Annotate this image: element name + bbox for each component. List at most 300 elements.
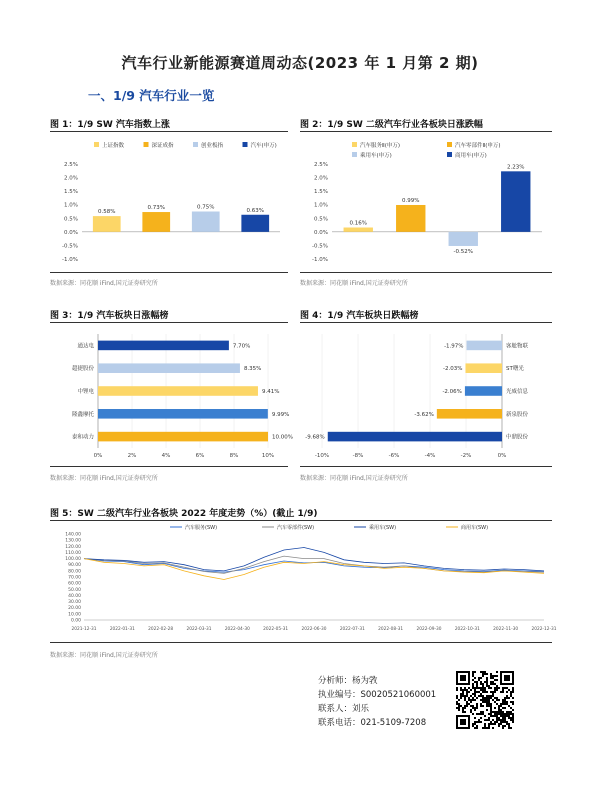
fig4-bar [328, 432, 502, 442]
qr-module [464, 697, 466, 699]
qr-module [474, 723, 476, 725]
fig5-xtick: 2022-01-31 [109, 627, 135, 632]
qr-module [512, 701, 514, 703]
fig3-xtick: 0% [93, 453, 103, 459]
qr-module [506, 711, 508, 713]
analyst-phone: 联系电话：021-5109-7208 [318, 718, 427, 728]
fig5-xtick: 2022-04-30 [224, 627, 250, 632]
qr-module [486, 697, 488, 699]
qr-module [462, 711, 464, 713]
fig1-data-label: 0.63% [246, 207, 264, 214]
qr-module [480, 677, 482, 679]
qr-module [496, 687, 498, 689]
qr-module [476, 687, 478, 689]
qr-module [498, 723, 500, 725]
qr-module [486, 699, 488, 701]
qr-module [506, 695, 508, 697]
qr-module [486, 673, 488, 675]
qr-module [494, 715, 496, 717]
fig1-legend-swatch [193, 142, 198, 147]
qr-module [500, 721, 502, 723]
fig3-xtick: 10% [261, 453, 275, 459]
qr-module [490, 687, 492, 689]
qr-module [486, 719, 488, 721]
qr-module [506, 721, 508, 723]
fig3-data-label: 9.41% [261, 389, 280, 395]
fig1-ytick: -1.0% [62, 257, 78, 263]
fig1-ytick: -0.5% [62, 243, 78, 250]
qr-module [482, 697, 484, 699]
qr-module [478, 687, 480, 689]
qr-module [492, 681, 494, 683]
qr-module [494, 679, 496, 681]
fig2-chart [300, 134, 552, 274]
fig4-xtick: -6% [388, 453, 400, 459]
qr-module [476, 725, 478, 727]
qr-module [508, 717, 510, 719]
qr-module [464, 707, 466, 709]
fig1-legend-swatch [243, 142, 248, 147]
fig2-data-label: 0.99% [402, 197, 420, 204]
qr-module [510, 713, 512, 715]
qr-module [496, 679, 498, 681]
qr-module [478, 695, 480, 697]
fig4-bar [437, 409, 502, 419]
qr-module [480, 693, 482, 695]
qr-module [488, 719, 490, 721]
qr-module [492, 695, 494, 697]
qr-module [500, 703, 502, 705]
qr-module [508, 723, 510, 725]
qr-module [500, 713, 502, 715]
qr-module [488, 703, 490, 705]
qr-module [496, 713, 498, 715]
qr-module [456, 687, 458, 689]
qr-module [492, 683, 494, 685]
qr-module [508, 711, 510, 713]
qr-module [460, 689, 462, 691]
fig4-category-label: 新泉股份 [506, 411, 529, 418]
qr-module [502, 691, 504, 693]
qr-module [472, 697, 474, 699]
fig2-source: 数据来源：同花顺 iFind,国元证券研究所 [300, 280, 408, 287]
qr-module [476, 721, 478, 723]
qr-module [482, 683, 484, 685]
fig5-xtick: 2022-03-31 [186, 627, 212, 632]
qr-module [502, 713, 504, 715]
qr-module [498, 717, 500, 719]
fig3-category-label: 通达电 [77, 343, 94, 350]
fig2-bar [449, 232, 478, 246]
qr-module [484, 719, 486, 721]
qr-module [476, 683, 478, 685]
qr-module [510, 727, 512, 729]
fig2-ytick: 0.5% [314, 216, 328, 223]
qr-module [504, 697, 506, 699]
qr-module [482, 673, 484, 675]
qr-module [510, 711, 512, 713]
fig2-legend-swatch [352, 142, 357, 147]
qr-module [486, 727, 488, 729]
fig1-legend-label: 上证指数 [102, 143, 125, 149]
fig1-data-label: 0.73% [147, 205, 165, 212]
fig4-bar [465, 386, 502, 396]
fig5-xtick: 2022-02-28 [148, 627, 174, 632]
fig5-rule [50, 520, 552, 521]
qr-module [476, 727, 478, 729]
qr-module [488, 713, 490, 715]
fig3-data-label: 7.70% [232, 343, 251, 350]
qr-module [496, 689, 498, 691]
fig5-ytick: 40.00 [68, 593, 81, 599]
qr-module [480, 699, 482, 701]
qr-module [496, 675, 498, 677]
fig4-bar [465, 363, 502, 373]
fig1-bottom-rule [50, 272, 288, 273]
qr-module [486, 681, 488, 683]
fig2-ytick: 1.0% [314, 202, 328, 209]
fig2-data-label: 0.16% [349, 220, 367, 227]
fig5-ytick: 140.00 [65, 532, 81, 538]
qr-module [482, 691, 484, 693]
fig2-ytick: 0.0% [314, 229, 328, 236]
qr-module [490, 723, 492, 725]
qr-module [490, 707, 492, 709]
qr-module [484, 671, 486, 673]
fig5-ytick: 60.00 [68, 581, 81, 587]
fig5-legend-label: 商用车(SW) [461, 525, 489, 531]
qr-module [488, 725, 490, 727]
fig5-ytick: 130.00 [65, 538, 81, 544]
qr-module [472, 713, 474, 715]
qr-module [512, 697, 514, 699]
qr-module [502, 715, 504, 717]
qr-module [512, 691, 514, 693]
qr-module [456, 695, 458, 697]
qr-module [502, 727, 504, 729]
qr-module [462, 695, 464, 697]
qr-module [456, 689, 458, 691]
qr-module [510, 701, 512, 703]
qr-module [494, 713, 496, 715]
qr-module [508, 705, 510, 707]
qr-module [498, 687, 500, 689]
qr-module [470, 709, 472, 711]
qr-module [512, 717, 514, 719]
fig1-legend-label: 深证成指 [151, 143, 174, 149]
qr-module [510, 695, 512, 697]
fig4-rule [300, 322, 552, 323]
qr-module [474, 689, 476, 691]
qr-module [490, 715, 492, 717]
qr-module [480, 695, 482, 697]
fig3-bar [98, 363, 240, 373]
qr-module [456, 707, 458, 709]
qr-module [512, 703, 514, 705]
qr-module [486, 695, 488, 697]
fig3-xtick: 8% [229, 453, 239, 459]
qr-module [504, 687, 506, 689]
qr-module [474, 717, 476, 719]
fig3-source: 数据来源：同花顺 iFind,国元证券研究所 [50, 475, 158, 482]
qr-module [492, 691, 494, 693]
qr-module [474, 693, 476, 695]
qr-module [490, 691, 492, 693]
qr-module [500, 705, 502, 707]
qr-module [506, 697, 508, 699]
fig5-xtick: 2022-09-30 [416, 627, 442, 632]
fig1-legend-swatch [94, 142, 99, 147]
qr-module [472, 679, 474, 681]
qr-module [492, 715, 494, 717]
qr-module [482, 711, 484, 713]
fig2-rule [300, 131, 552, 132]
fig1-rule [50, 131, 288, 132]
fig2-legend-label: 商用车(申万) [455, 153, 487, 159]
qr-module [512, 721, 514, 723]
qr-module [456, 703, 458, 705]
qr-module [482, 705, 484, 707]
fig5-ytick: 10.00 [68, 612, 81, 618]
qr-module [502, 707, 504, 709]
qr-module [482, 701, 484, 703]
qr-module [472, 699, 474, 701]
fig5-series-line [84, 556, 544, 573]
qr-module [470, 701, 472, 703]
qr-module [488, 727, 490, 729]
qr-module [486, 705, 488, 707]
qr-module [474, 677, 476, 679]
fig5-source: 数据来源：同花顺 iFind,国元证券研究所 [50, 652, 158, 659]
qr-module [484, 681, 486, 683]
qr-module [466, 689, 468, 691]
qr-module [494, 697, 496, 699]
qr-module [510, 719, 512, 721]
qr-module [472, 671, 474, 673]
qr-module [484, 727, 486, 729]
qr-module [504, 717, 506, 719]
qr-module [488, 701, 490, 703]
qr-module [462, 689, 464, 691]
qr-module [504, 713, 506, 715]
qr-module [504, 701, 506, 703]
qr-module [490, 711, 492, 713]
qr-module [498, 699, 500, 701]
fig4-data-label: -3.62% [414, 411, 434, 418]
fig1-ytick: 0.5% [64, 216, 78, 223]
qr-module [498, 713, 500, 715]
qr-module [496, 703, 498, 705]
qr-module [456, 701, 458, 703]
fig3-xtick: 4% [161, 453, 171, 459]
fig2-bar [396, 205, 425, 232]
fig5-xtick: 2022-06-30 [301, 627, 327, 632]
qr-module [488, 697, 490, 699]
qr-module [492, 677, 494, 679]
qr-module [472, 693, 474, 695]
fig3-data-label: 9.99% [271, 411, 290, 418]
fig2-title: 图 2：1/9 SW 二级汽车行业各板块日涨跌幅 [300, 120, 483, 130]
fig1-title: 图 1：1/9 SW 汽车指数上涨 [50, 120, 170, 130]
qr-module [480, 713, 482, 715]
qr-module [458, 705, 460, 707]
qr-module [506, 715, 508, 717]
qr-module [488, 723, 490, 725]
qr-module [480, 721, 482, 723]
qr-module [480, 687, 482, 689]
qr-module [490, 713, 492, 715]
fig4-data-label: -2.03% [442, 366, 463, 373]
fig2-ytick: 2.5% [314, 162, 328, 168]
fig5-title: 图 5：SW 二级汽车行业各板块 2022 年度走势（%）(截止 1/9) [50, 509, 318, 519]
qr-module [508, 689, 510, 691]
qr-module [480, 717, 482, 719]
qr-module [482, 695, 484, 697]
fig5-xtick: 2022-11-30 [493, 627, 519, 632]
qr-module [470, 699, 472, 701]
qr-module [460, 705, 462, 707]
qr-module [510, 693, 512, 695]
qr-module [484, 697, 486, 699]
qr-module [498, 705, 500, 707]
fig4-chart [300, 326, 552, 466]
qr-module [488, 687, 490, 689]
qr-module [490, 697, 492, 699]
qr-module [482, 685, 484, 687]
fig5-xtick: 2022-12-31 [531, 627, 557, 632]
fig4-bar [467, 341, 502, 351]
qr-module [462, 693, 464, 695]
qr-module [502, 687, 504, 689]
fig1-legend-label: 汽车(申万) [250, 143, 277, 149]
qr-module [486, 685, 488, 687]
qr-module [506, 723, 508, 725]
qr-module [464, 711, 466, 713]
fig4-category-label: 光威信息 [506, 389, 529, 395]
qr-module [464, 705, 466, 707]
qr-module [482, 713, 484, 715]
qr-module [474, 721, 476, 723]
qr-module [486, 679, 488, 681]
fig2-legend-label: 汽车服务Ⅱ(申万) [360, 143, 400, 149]
fig5-ytick: 110.00 [65, 550, 81, 556]
qr-module [486, 703, 488, 705]
qr-module [506, 691, 508, 693]
qr-module [498, 707, 500, 709]
fig4-category-label: 中鼎股份 [506, 434, 529, 441]
qr-module [472, 673, 474, 675]
qr-module [492, 699, 494, 701]
fig5-ytick: 30.00 [68, 600, 81, 606]
qr-module [480, 711, 482, 713]
fig1-bar [142, 212, 170, 232]
fig1-ytick: 1.5% [64, 189, 78, 196]
qr-module [476, 691, 478, 693]
fig3-bar [98, 386, 258, 396]
fig4-data-label: -9.68% [305, 434, 325, 441]
fig3-category-label: 超捷股份 [71, 366, 94, 373]
qr-module [488, 685, 490, 687]
qr-module [458, 709, 460, 711]
qr-module [478, 721, 480, 723]
qr-module [472, 707, 474, 709]
qr-module [498, 719, 500, 721]
qr-module [506, 713, 508, 715]
page-title: 汽车行业新能源赛道周动态(2023 年 1 月第 2 期) [121, 54, 479, 72]
qr-module [494, 707, 496, 709]
fig5-ytick: 20.00 [68, 606, 81, 612]
qr-module [486, 683, 488, 685]
qr-module [508, 727, 510, 729]
qr-module [478, 719, 480, 721]
qr-module [484, 687, 486, 689]
qr-module [470, 705, 472, 707]
qr-module [496, 717, 498, 719]
fig5-ytick: 120.00 [65, 544, 81, 550]
qr-module [480, 703, 482, 705]
qr-module [488, 699, 490, 701]
qr-module [512, 709, 514, 711]
fig1-ytick: 1.0% [64, 202, 78, 209]
fig2-legend-swatch [352, 152, 357, 157]
qr-module [462, 691, 464, 693]
qr-module [492, 693, 494, 695]
qr-module [460, 693, 462, 695]
fig2-bar [501, 171, 530, 232]
analyst-contact: 联系人：刘乐 [318, 704, 370, 714]
fig5-ytick: 80.00 [68, 569, 81, 575]
qr-module [492, 711, 494, 713]
qr-module [474, 695, 476, 697]
qr-module [496, 697, 498, 699]
qr-module [490, 709, 492, 711]
qr-module [474, 671, 476, 673]
fig3-rule [50, 322, 288, 323]
fig5-legend-label: 乘用车(SW) [369, 525, 397, 531]
qr-module [488, 695, 490, 697]
qr-module [482, 689, 484, 691]
qr-module [498, 711, 500, 713]
qr-module [486, 677, 488, 679]
qr-module [466, 695, 468, 697]
qr-module [460, 695, 462, 697]
qr-module [472, 687, 474, 689]
qr-module [468, 697, 470, 699]
qr-module [512, 713, 514, 715]
fig5-xtick: 2021-12-31 [71, 627, 97, 632]
qr-module [510, 717, 512, 719]
fig2-data-label: -0.52% [453, 248, 473, 255]
qr-module [506, 701, 508, 703]
qr-module [484, 691, 486, 693]
qr-module [464, 689, 466, 691]
qr-module [474, 707, 476, 709]
qr-module [464, 699, 466, 701]
qr-module [466, 693, 468, 695]
analyst-cert: 执业编号：S0020521060001 [318, 690, 437, 700]
qr-module [484, 689, 486, 691]
qr-module [490, 703, 492, 705]
qr-module [494, 711, 496, 713]
analyst-name: 分析师：杨为敩 [318, 676, 378, 686]
fig3-category-label: 中锂电 [77, 389, 94, 395]
qr-module [472, 705, 474, 707]
fig4-xtick: 0% [497, 453, 507, 459]
fig5-xtick: 2022-08-31 [378, 627, 404, 632]
fig4-xtick: -4% [424, 453, 436, 459]
fig1-data-label: 0.75% [197, 204, 215, 211]
qr-module [470, 711, 472, 713]
